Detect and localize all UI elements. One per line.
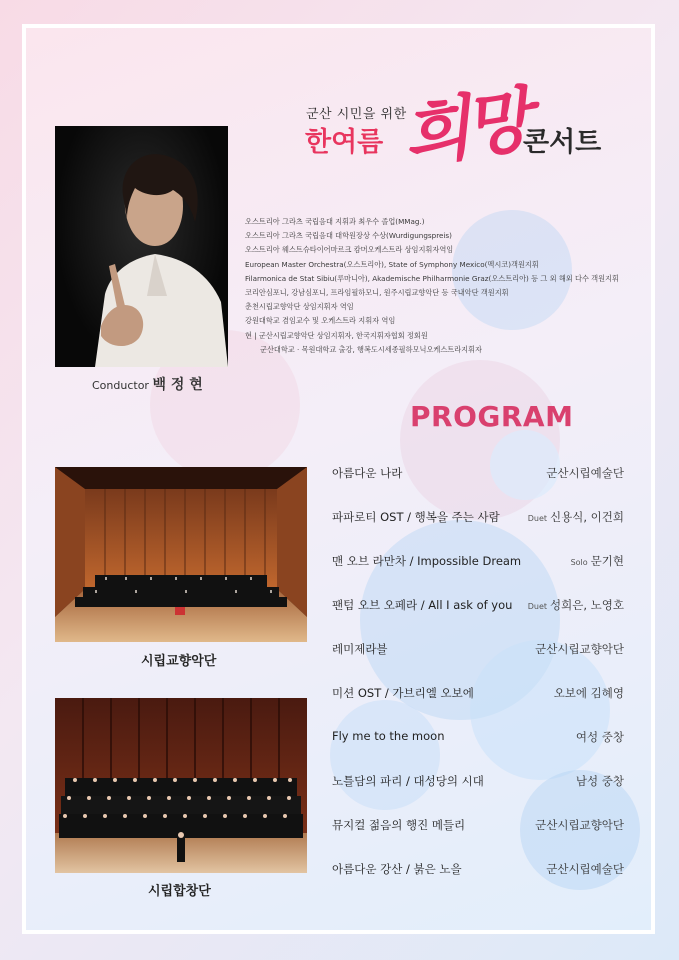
program-piece: Fly me to the moon xyxy=(332,729,445,743)
program-item xyxy=(332,765,624,809)
program-piece: 레미제라블 xyxy=(332,642,388,656)
performer-role: Duet xyxy=(527,602,548,611)
bio-line: 현 | 군산시립교향악단 상임지휘자, 한국지휘자협회 정회원 xyxy=(245,330,428,340)
orchestra-label: 시립교향악단 xyxy=(141,654,217,669)
program-piece: 미션 OST / 가브리엘 오보에 xyxy=(332,686,474,700)
choir-stage-image xyxy=(55,698,307,873)
program-performer xyxy=(532,817,624,833)
program-item xyxy=(332,853,624,897)
choir-label: 시립합창단 xyxy=(148,884,211,899)
program-piece: 아름다운 나라 xyxy=(332,466,403,480)
bio-line: 춘천시립교향악단 상임지휘자 역임 xyxy=(245,302,354,312)
program-item xyxy=(332,457,624,501)
program-performer xyxy=(573,773,624,789)
program-performer xyxy=(543,465,624,481)
bio-line: 코리안심포니, 강남심포니, 프라임필하모니, 원주시립교향악단 등 국내악단 객원지휘 xyxy=(245,288,509,298)
bio-line: Filarmonica de Stat Sibiu(루마니아), Akademische Philharmonie Graz(오스트리아) 등 그 외 해외 다수 객원지휘 xyxy=(245,273,619,283)
bio-line: 군산대학교 · 목원대학교 출강, 행복도시세종필하모닉오케스트라지휘자 xyxy=(260,344,483,354)
performer-name: 군산시립예술단 xyxy=(546,862,624,876)
bio-line: 강원대학교 겸임교수 및 오케스트라 지휘자 역임 xyxy=(245,316,396,326)
program-piece: 맨 오브 라만차 / Impossible Dream xyxy=(332,554,522,568)
conductor-caption xyxy=(92,374,203,394)
bio-line: European Master Orchestra(오스트리아), State of Symphony Mexico(멕시코)객원지휘 xyxy=(245,259,539,269)
program-performer xyxy=(571,553,624,569)
program-piece: 노틀담의 파리 / 대성당의 시대 xyxy=(332,774,484,788)
performer-name: 신용식, 이건희 xyxy=(550,510,624,524)
bio-line: 오스트리아 웨스트슈타이어마르크 캄머오케스트라 상임지휘자역임 xyxy=(245,245,454,255)
program-piece: 뮤지컬 젊음의 행진 메들리 xyxy=(332,818,466,832)
conductor-bio xyxy=(245,215,640,357)
performer-name: 성희은, 노영호 xyxy=(550,598,624,612)
conductor-figure-image xyxy=(55,126,228,367)
program-item xyxy=(332,677,624,721)
title-hope-script: 희망 xyxy=(397,77,532,178)
performer-name: 군산시립교향악단 xyxy=(535,818,624,832)
program-performer xyxy=(528,509,624,525)
program-piece: 팬텀 오브 오페라 / All I ask of you xyxy=(332,598,513,612)
conductor-role: Conductor xyxy=(92,379,149,392)
program-piece: 파파로티 OST / 행복을 주는 사람 xyxy=(332,510,500,524)
title-concert: 콘서트 xyxy=(523,127,602,158)
program-list xyxy=(332,457,624,897)
performer-name: 군산시립교향악단 xyxy=(535,642,624,656)
performer-name: 문기현 xyxy=(590,554,624,568)
performer-name: 남성 중창 xyxy=(575,774,624,788)
program-item xyxy=(332,545,624,589)
program-item xyxy=(332,809,624,853)
performer-role: Solo xyxy=(570,558,588,567)
program-item xyxy=(332,589,624,633)
program-performer xyxy=(532,641,624,657)
program-performer xyxy=(543,861,624,877)
program-item xyxy=(332,501,624,545)
program-item xyxy=(332,721,624,765)
program-piece: 아름다운 강산 / 붉은 노을 xyxy=(332,862,462,876)
choir-photo xyxy=(55,698,307,873)
conductor-name: 백 정 현 xyxy=(152,377,203,393)
program-heading: PROGRAM xyxy=(410,400,574,433)
performer-role: Duet xyxy=(527,514,548,523)
program-performer xyxy=(528,597,624,613)
program-item xyxy=(332,633,624,677)
performer-name: 오보에 김혜영 xyxy=(553,686,624,700)
bio-line: 오스트리아 그라츠 국립음대 지휘과 최우수 졸업(MMag.) xyxy=(245,217,425,226)
conductor-portrait xyxy=(55,126,228,367)
concert-subtitle: 군산 시민을 위한 xyxy=(306,107,407,122)
performer-name: 여성 중창 xyxy=(575,730,624,744)
title-summer: 한여름 xyxy=(305,127,384,158)
program-performer xyxy=(573,729,624,745)
orchestra-photo xyxy=(55,467,307,642)
performer-name: 군산시립예술단 xyxy=(546,466,624,480)
bio-line: 오스트리아 그라츠 국립음대 대학원장상 수상(Wurdigungspreis) xyxy=(245,231,452,241)
orchestra-stage-image xyxy=(55,467,307,642)
program-performer xyxy=(551,685,624,701)
